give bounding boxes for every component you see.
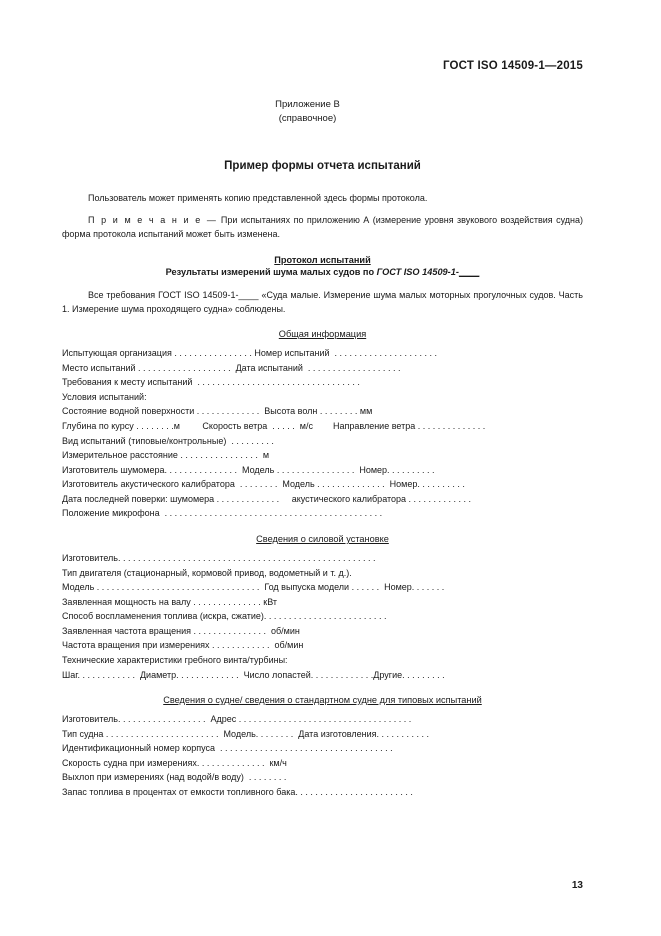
- page-header-standard: ГОСТ ISO 14509-1—2015: [442, 60, 583, 72]
- section-heading-general-text: Общая информация: [278, 329, 367, 340]
- form-line: Технические характеристики гребного винта/турбины:: [62, 655, 288, 666]
- protocol-subtitle-standard: ГОСТ ISO 14509-1-: [376, 267, 459, 278]
- protocol-title-text: Протокол испытаний: [274, 255, 371, 266]
- form-line: Условия испытаний:: [62, 391, 147, 402]
- section-body-powerplant: [62, 551, 583, 682]
- form-line: Способ воспламенения топлива (искра, сжатие). . . . . . . . . . . . . . . . . . . . . . . . .: [62, 611, 387, 622]
- note-label: П р и м е ч а н и е —: [88, 215, 218, 226]
- form-line: Испытующая организация . . . . . . . . . . . . . . . . Номер испытаний . . . . . . . . . . . . . . . . . . . . .: [62, 348, 438, 359]
- requirements-paragraph: Все требования ГОСТ ISO 14509-1-____ «Суда малые. Измерение шума малых моторных прогулочных судов. Часть 1. Измерение шума проходящего судна» соблюдены.: [62, 290, 583, 314]
- page-number: 13: [571, 880, 583, 891]
- section-heading-vessel: [62, 695, 583, 705]
- form-line: Заявленная частота вращения . . . . . . . . . . . . . . . об/мин: [62, 625, 300, 636]
- annex-heading: [32, 98, 583, 126]
- section-heading-powerplant: [62, 534, 583, 544]
- form-line: Измерительное расстояние . . . . . . . . . . . . . . . . м: [62, 450, 270, 461]
- form-line: Дата последней поверки: шумомера . . . . . . . . . . . . . акустического калибратора . . . . . . . . . . . . .: [62, 493, 472, 504]
- form-line: Скорость судна при измерениях. . . . . . . . . . . . . . км/ч: [62, 757, 287, 768]
- note-text: При испытаниях по приложению А (измерение уровня звукового воздействия судна) форма протокола испытаний может быть изменена.: [62, 215, 584, 239]
- protocol-subtitle-blank: ____: [458, 267, 480, 278]
- form-line: Заявленная мощность на валу . . . . . . . . . . . . . . кВт: [62, 596, 278, 607]
- section-body-vessel: [62, 712, 583, 799]
- form-line: Шаг. . . . . . . . . . . . Диаметр. . . . . . . . . . . . . Число лопастей. . . . . . . . . . . . .Другие. . . . . . . . .: [62, 669, 445, 680]
- form-line: Место испытаний . . . . . . . . . . . . . . . . . . . Дата испытаний . . . . . . . . . . . . . . . . . . .: [62, 362, 401, 373]
- form-line: Тип двигателя (стационарный, кормовой привод, водометный и т. д.).: [62, 567, 352, 578]
- protocol-subtitle-prefix: Результаты измерений шума малых судов по: [165, 267, 377, 278]
- form-line: Идентификационный номер корпуса . . . . . . . . . . . . . . . . . . . . . . . . . . . . . . . . . . .: [62, 743, 393, 754]
- form-line: Положение микрофона . . . . . . . . . . . . . . . . . . . . . . . . . . . . . . . . . . . . . . . . . . . .: [62, 508, 383, 519]
- intro-paragraph: Пользователь может применять копию представленной здесь формы протокола.: [88, 192, 428, 203]
- section-heading-general: [62, 329, 583, 339]
- annex-line-2: (справочное): [278, 112, 337, 124]
- section-heading-vessel-text: Сведения о судне/ сведения о стандартном судне для типовых испытаний: [163, 695, 482, 706]
- page-title: Пример формы отчета испытаний: [224, 159, 421, 172]
- form-line: Изготовитель шумомера. . . . . . . . . . . . . . . Модель . . . . . . . . . . . . . . . . Номер. . . . . . . . . .: [62, 464, 435, 475]
- form-line: Запас топлива в процентах от емкости топливного бака. . . . . . . . . . . . . . . . . . . . . . . .: [62, 787, 413, 798]
- form-line: Изготовитель. . . . . . . . . . . . . . . . . . . . . . . . . . . . . . . . . . . . . . . . . . . . . . . . . . . .: [62, 552, 376, 563]
- section-body-general: [62, 346, 583, 521]
- form-line: Требования к месту испытаний . . . . . . . . . . . . . . . . . . . . . . . . . . . . . . . . .: [62, 377, 360, 388]
- form-line: Состояние водной поверхности . . . . . . . . . . . . . Высота волн . . . . . . . . мм: [62, 406, 373, 417]
- form-line: Глубина по курсу . . . . . . . .м Скорость ветра . . . . . м/с Направление ветра . . . . . . . . . . . . . .: [62, 420, 486, 431]
- form-line: Частота вращения при измерениях . . . . . . . . . . . . об/мин: [62, 640, 304, 651]
- protocol-title: [62, 255, 583, 265]
- form-line: Модель . . . . . . . . . . . . . . . . . . . . . . . . . . . . . . . . . Год выпуска модели . . . . . . Номер. . . . . . .: [62, 582, 445, 593]
- note-paragraph: [62, 214, 583, 241]
- form-line: Изготовитель акустического калибратора . . . . . . . . Модель . . . . . . . . . . . . . . Номер. . . . . . . . . .: [62, 479, 465, 490]
- form-line: Вид испытаний (типовые/контрольные) . . . . . . . . .: [62, 435, 274, 446]
- form-line: Тип судна . . . . . . . . . . . . . . . . . . . . . . . Модель. . . . . . . . Дата изготовления. . . . . . . . . . .: [62, 728, 429, 739]
- section-heading-powerplant-text: Сведения о силовой установке: [256, 533, 389, 544]
- protocol-subtitle: [62, 267, 583, 277]
- form-line: Изготовитель. . . . . . . . . . . . . . . . . . Адрес . . . . . . . . . . . . . . . . . . . . . . . . . . . . . . . . . . .: [62, 714, 412, 725]
- form-line: Выхлоп при измерениях (над водой/в воду) . . . . . . . .: [62, 772, 287, 783]
- annex-line-1: Приложение В: [275, 99, 340, 110]
